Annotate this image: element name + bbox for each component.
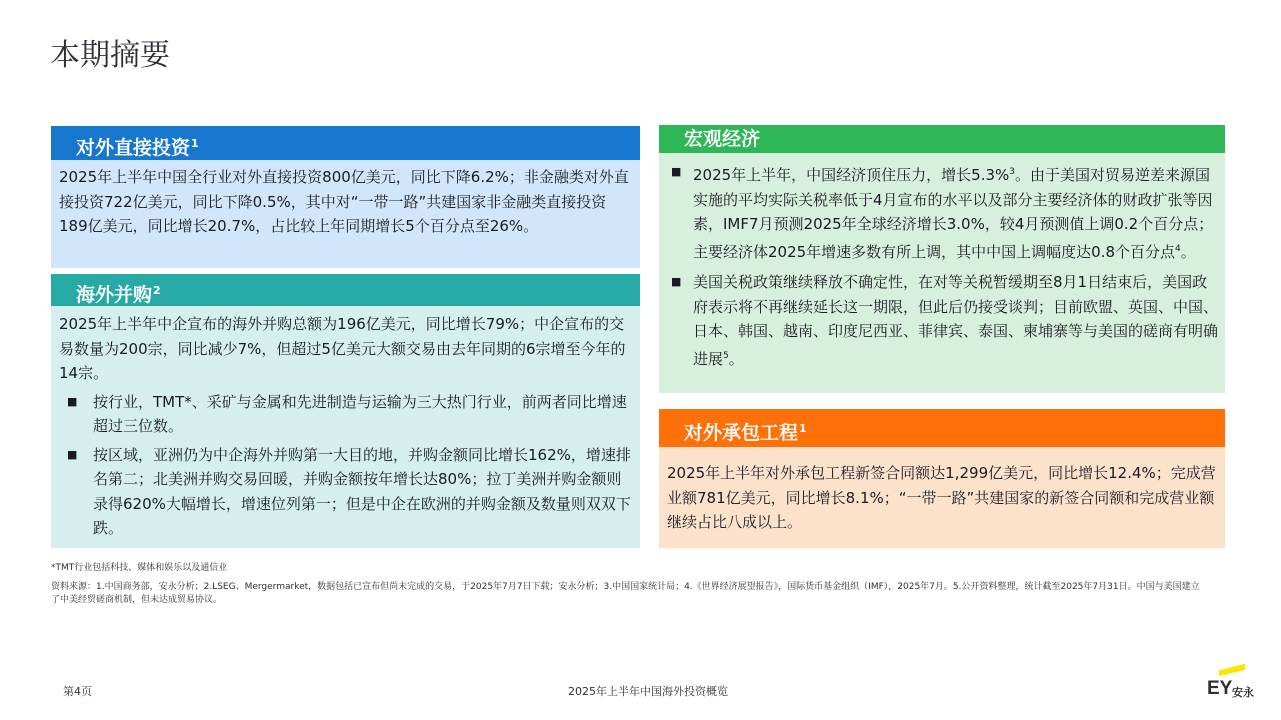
macro-bullet-economy	[665, 160, 1219, 264]
mna-header	[51, 274, 640, 306]
contract-footnote-ref: 1	[799, 422, 807, 435]
mna-body	[51, 306, 640, 548]
mna-bullet-region-text: 按区域，亚洲仍为中企海外并购第一大目的地，并购金额同比增长162%，增速排名第二；北美洲并购交易回暖，并购金额按年增长达80%；拉丁美洲并购金额则录得620%大幅增长，增速位列第一；但是中企在欧洲的并购金额及数量则双双下跌。	[93, 445, 631, 537]
fdi-footnote-ref: 1	[191, 137, 199, 150]
ey-logo	[1205, 665, 1261, 703]
macro-bullet-economy-text-2: 。由于美国对贸易逆差来源国实施的平均实际关税率低于4月宣布的水平以及部分主要经济体的财政扩张等因素，IMF7月预测2025年全球经济增长3.0%，较4月预测值上调0.2个百分点；主要经济体2025年增速多数有所上调，其中中国上调幅度达0.8个百分点	[693, 166, 1214, 261]
macro-footnote-ref-3: 3	[1009, 167, 1016, 177]
contract-panel	[659, 409, 1225, 548]
ey-beam-icon	[1219, 664, 1245, 676]
macro-footnote-ref-5: 5	[723, 350, 729, 361]
macro-bullet-economy-text-3: 。	[1180, 242, 1196, 261]
macro-header	[659, 125, 1225, 153]
mna-text: 2025年上半年中企宣布的海外并购总额为196亿美元，同比增长79%；中企宣布的交易数量为200宗，同比减少7%，但超过5亿美元大额交易由去年同期的6宗增至今年的14宗。	[59, 315, 626, 382]
macro-footnote-ref-4: 4	[1175, 243, 1181, 254]
contract-text: 2025年上半年对外承包工程新签合同额达1,299亿美元，同比增长12.4%；完成营业额781亿美元，同比增长8.1%；“一带一路”共建国家的新签合同额和完成营业额继续占比八成以上。	[667, 464, 1216, 531]
contract-header	[659, 409, 1225, 447]
fdi-header	[51, 126, 640, 160]
fdi-panel	[51, 126, 640, 268]
ey-logo-chinese: 安永	[1232, 686, 1254, 699]
square-bullet-icon: ■	[671, 275, 682, 288]
macro-panel	[659, 125, 1225, 393]
fdi-body	[51, 160, 640, 268]
contract-body	[659, 447, 1225, 548]
ey-logo-text: EY	[1207, 678, 1233, 699]
square-bullet-icon: ■	[67, 447, 78, 461]
page-title: 本期摘要	[50, 38, 170, 73]
macro-bullet-economy-text-1: 2025年上半年，中国经济顶住压力，增长5.3%	[693, 166, 1010, 184]
tmt-footnote: *TMT行业包括科技、媒体和娱乐以及通信业	[51, 563, 228, 573]
document-title: 2025年上半年中国海外投资概览	[568, 685, 728, 698]
mna-bullet-industry	[59, 390, 632, 439]
mna-bullet-industry-text: 按行业，TMT*、采矿与金属和先进制造与运输为三大热门行业，前两者同比增速超过三位数。	[93, 392, 627, 435]
contract-title: 对外承包工程	[684, 422, 799, 444]
source-note: 资料来源：1.中国商务部，安永分析；2.LSEG、Mergermarket，数据包括已宣布但尚未完成的交易，于2025年7月7日下载；安永分析；3.中国国家统计局；4.《世界经济展望报告》，国际货币基金组织（IMF），2025年7月。5.公开资料整理，统计截至2025年7月31日。中国与美国建立了中美经贸磋商机制，但未达成贸易协议。	[51, 582, 1200, 605]
fdi-text: 2025年上半年中国全行业对外直接投资800亿美元，同比下降6.2%；非金融类对外直接投资722亿美元，同比下降0.5%，其中对“一带一路”共建国家非金融类直接投资189亿美元，同比增长20.7%，占比较上年同期增长5个百分点至26%。	[59, 168, 629, 235]
mna-panel	[51, 274, 640, 548]
mna-footnote-ref: 2	[153, 284, 161, 297]
macro-bullet-tariff-text-1: 美国关税政策继续释放不确定性，在对等关税暂缓期至8月1日结束后，美国政府表示将不再继续延长这一期限，但此后仍接受谈判；目前欧盟、英国、中国、日本、韩国、越南、印度尼西亚、菲律宾、泰国、柬埔寨等与美国的磋商有明确进展	[693, 273, 1219, 368]
fdi-title: 对外直接投资	[76, 137, 191, 159]
mna-title: 海外并购	[76, 284, 153, 306]
macro-bullet-tariff	[665, 270, 1219, 371]
square-bullet-icon: ■	[671, 165, 682, 178]
macro-title: 宏观经济	[684, 128, 761, 150]
macro-bullet-tariff-text-2: 。	[728, 349, 744, 368]
square-bullet-icon: ■	[67, 394, 78, 408]
mna-bullet-region	[59, 443, 632, 541]
page-number: 第4页	[63, 685, 92, 698]
macro-body	[659, 153, 1225, 393]
